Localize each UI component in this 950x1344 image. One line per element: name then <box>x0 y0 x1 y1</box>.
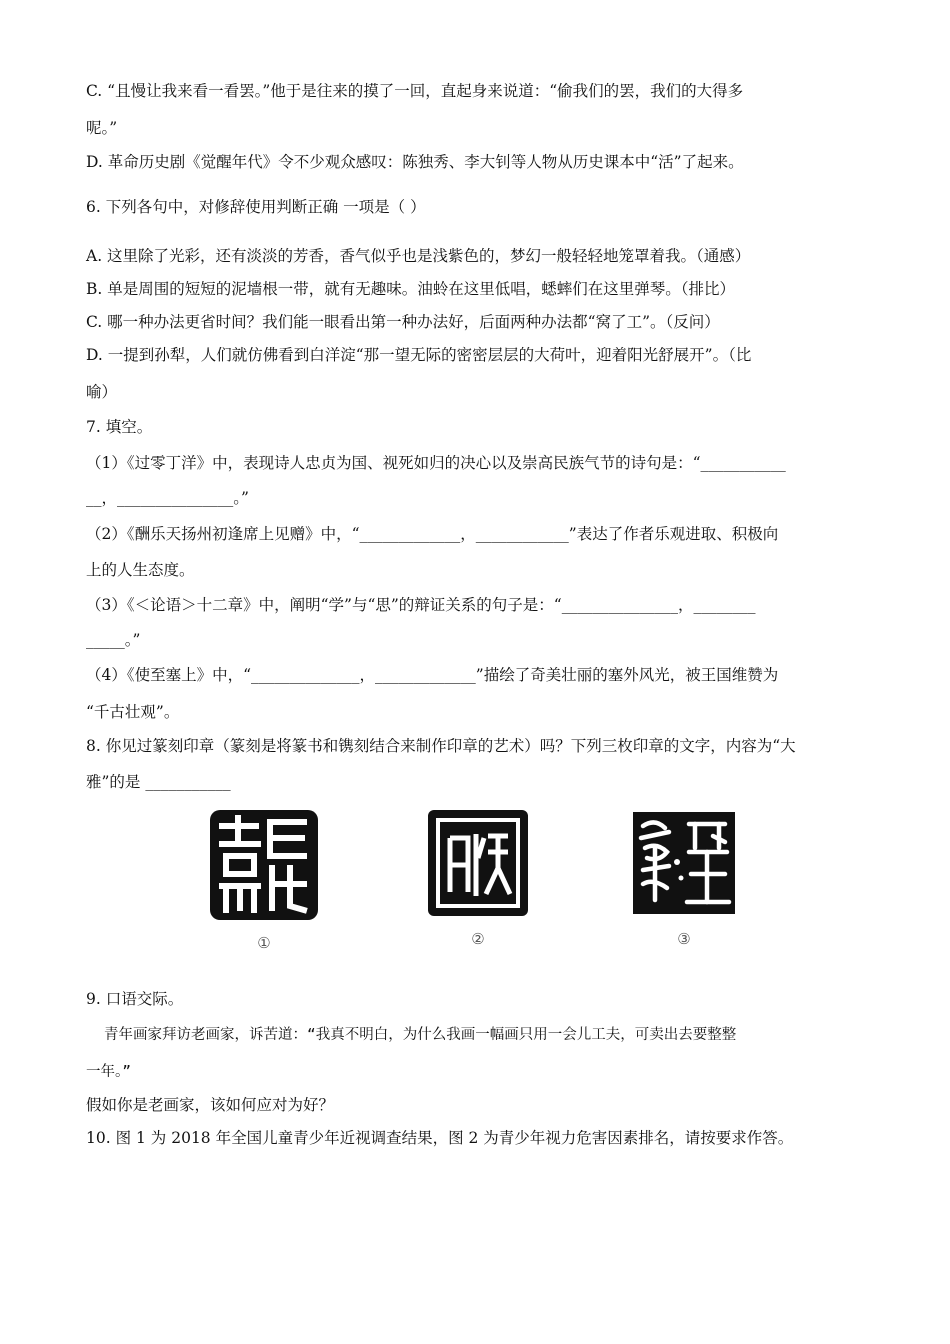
seal-1 <box>204 808 324 952</box>
q6-option-d-line2: 喻） <box>86 383 118 401</box>
seal-2-caption: ② <box>471 930 485 948</box>
seal-1-caption: ① <box>257 934 271 952</box>
q6-option-c: C. 哪一种办法更省时间？我们能一眼看出第一种办法好，后面两种办法都“窝了工”。（反问） <box>86 313 720 331</box>
q8-stem-line2: 雅”的是 ___________ <box>86 773 231 791</box>
q7-item3-line2: _____。” <box>86 631 141 649</box>
q7-item4-line2: “千古壮观”。 <box>86 703 180 721</box>
seal-3-caption: ③ <box>677 930 691 948</box>
q5-option-d: D. 革命历史剧《觉醒年代》令不少观众感叹：陈独秀、李大钊等人物从历史课本中“活”了起来。 <box>86 153 744 171</box>
seal-3-image <box>629 808 739 918</box>
q7-stem: 7. 填空。 <box>86 418 153 436</box>
q9-dialog-line1: 青年画家拜访老画家，诉苦道：“我真不明白，为什么我画一幅画只用一会儿工夫，可卖出去要整整 <box>104 1027 737 1043</box>
q5-option-c-line2: 呢。” <box>86 119 118 137</box>
q9-dialog-line2: 一年。” <box>86 1064 131 1080</box>
q7-item2-line1: （2）《酬乐天扬州初逢席上见赠》中，“_____________，____________”表达了作者乐观进取、积极向 <box>86 525 779 543</box>
seal-1-image <box>208 808 320 922</box>
q9-stem: 9. 口语交际。 <box>86 990 184 1008</box>
seal-3 <box>624 808 744 948</box>
q7-item2-line2: 上的人生态度。 <box>86 561 195 579</box>
q6-stem: 6. 下列各句中，对修辞使用判断正确 一项是（ ） <box>86 198 426 216</box>
q9-prompt: 假如你是老画家，该如何应对为好？ <box>86 1096 335 1114</box>
q7-item1-line2: __，_______________。” <box>86 489 249 507</box>
q6-option-d-line1: D. 一提到孙犁，人们就仿佛看到白洋淀“那一望无际的密密层层的大荷叶，迎着阳光舒展开”。（比 <box>86 346 752 364</box>
q7-item4-line1: （4）《使至塞上》中，“______________，_____________”描绘了奇美壮丽的塞外风光，被王国维赞为 <box>86 666 779 684</box>
q7-item3-line1: （3）《＜论语＞十二章》中，阐明“学”与“思”的辩证关系的句子是：“_______________，________ <box>86 596 756 614</box>
q6-option-b: B. 单是周围的短短的泥墙根一带，就有无趣味。油蛉在这里低唱，蟋蟀们在这里弹琴。（排比） <box>86 280 735 298</box>
q8-stem-line1: 8. 你见过篆刻印章（篆刻是将篆书和镌刻结合来制作印章的艺术）吗？下列三枚印章的文字，内容为“大 <box>86 737 796 755</box>
seal-2-image <box>426 808 530 918</box>
q6-option-a: A. 这里除了光彩，还有淡淡的芳香，香气似乎也是浅紫色的，梦幻一般轻轻地笼罩着我。（通感） <box>86 247 751 265</box>
q5-option-c-line1: C. “且慢让我来看一看罢。”他于是往来的摸了一回，直起身来说道：“偷我们的罢，我们的大得多 <box>86 82 744 100</box>
q7-item1-line1: （1）《过零丁洋》中，表现诗人忠贞为国、视死如归的决心以及崇高民族气节的诗句是：“___________ <box>86 454 786 472</box>
seal-2 <box>418 808 538 948</box>
q10-stem: 10. 图 1 为 2018 年全国儿童青少年近视调查结果，图 2 为青少年视力危害因素排名，请按要求作答。 <box>86 1129 794 1147</box>
